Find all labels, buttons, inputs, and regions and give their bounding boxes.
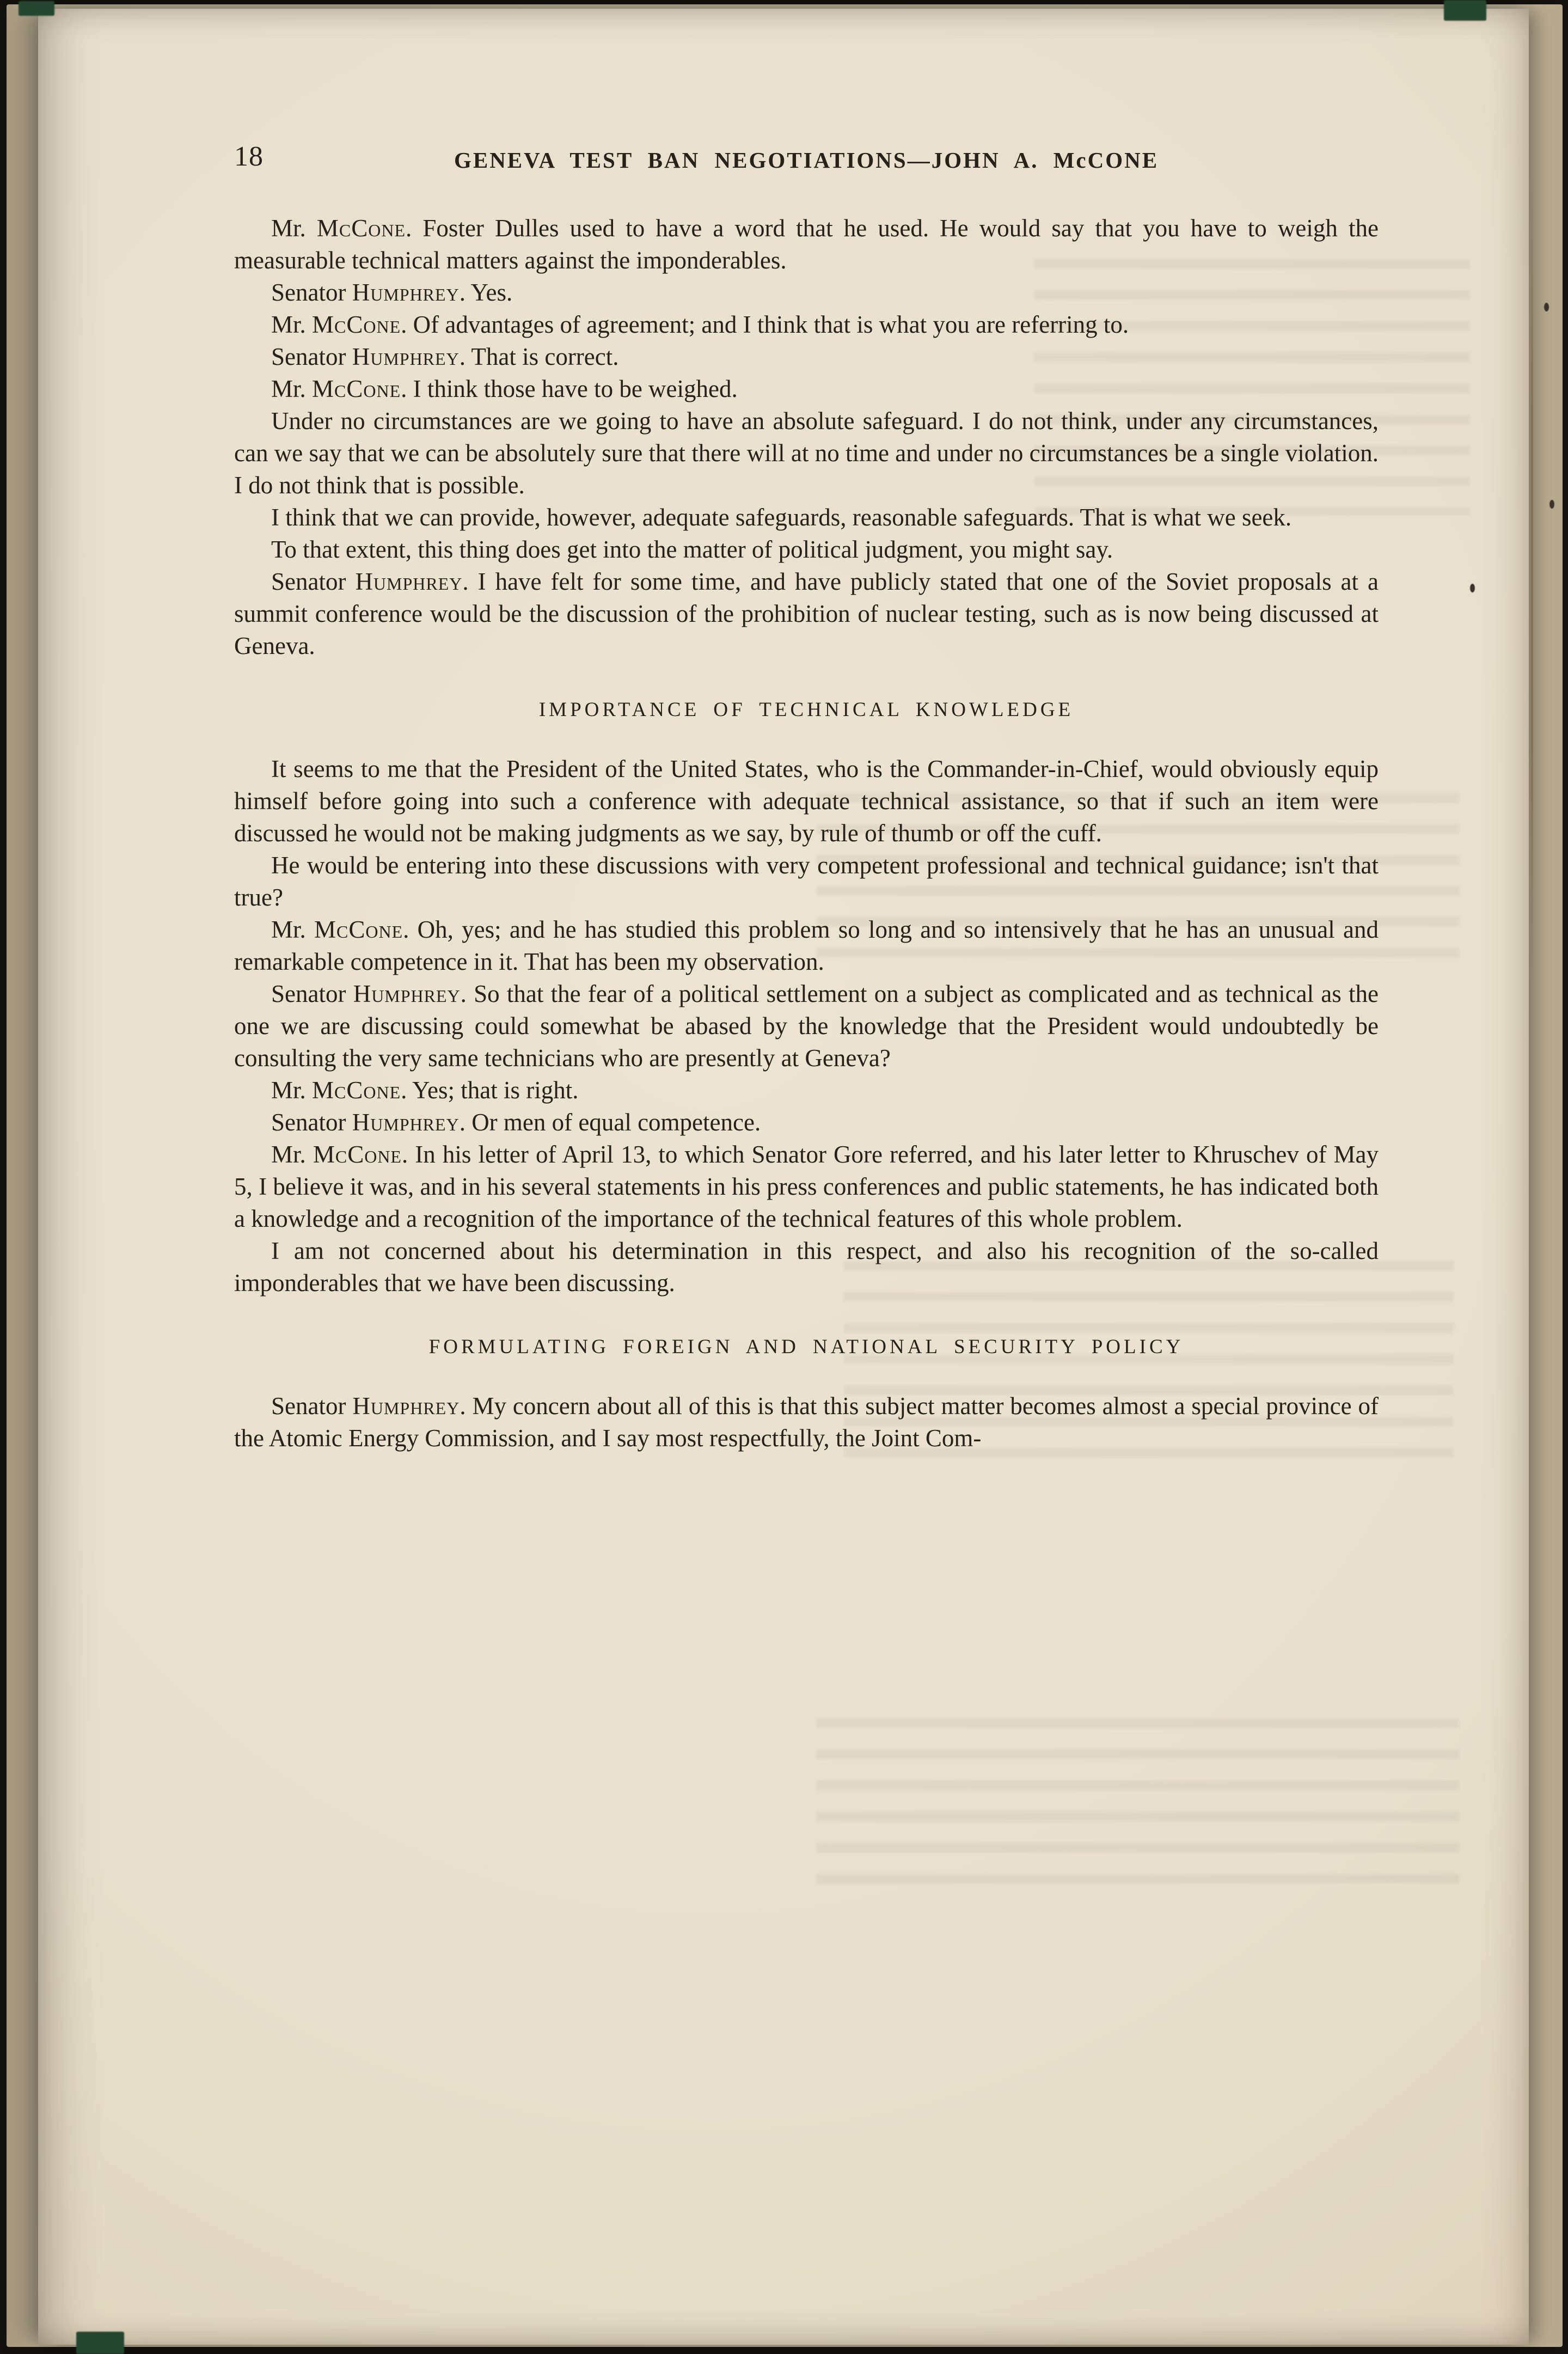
- page-header: [234, 143, 1379, 183]
- speaker-name: Humphrey: [353, 980, 461, 1007]
- ink-stamp-mark: [1444, 0, 1486, 21]
- page-crease: [1531, 172, 1533, 989]
- paragraph: Mr. McCone. Foster Dulles used to have a word that he used. He would say that you have to weigh the measurable technical matters against the imponderables.: [234, 215, 1379, 274]
- speaker-name: McCone: [314, 916, 403, 943]
- section-heading: FORMULATING FOREIGN AND NATIONAL SECURITY POLICY: [428, 1336, 1184, 1358]
- paragraph: Senator Humphrey. I have felt for some time, and have publicly stated that one of the Soviet proposals at a summit conference would be the discussion of the prohibition of nuclear testing, such as is now being discussed at Geneva.: [234, 568, 1379, 659]
- paragraph: Senator Humphrey. So that the fear of a political settlement on a subject as complicated and as technical as the one we are discussing could somewhat be abased by the knowledge that the President would undoubtedly be consulting the very same technicians who are presently at Geneva?: [234, 980, 1379, 1072]
- speaker-name: McCone: [312, 311, 401, 338]
- paragraph: Mr. McCone. Yes; that is right.: [271, 1077, 579, 1104]
- paragraph: He would be entering into these discussions with very competent professional and technical guidance; isn't that true?: [234, 852, 1379, 911]
- speaker-name: McCone: [312, 1077, 401, 1104]
- section-heading: IMPORTANCE OF TECHNICAL KNOWLEDGE: [538, 699, 1074, 721]
- speaker-name: McCone: [316, 215, 406, 242]
- paper-speck: [1549, 500, 1554, 509]
- paragraph: I think that we can provide, however, adequate safeguards, reasonable safeguards. That is what we seek.: [271, 504, 1292, 531]
- paragraph: Senator Humphrey. Or men of equal competence.: [271, 1109, 761, 1136]
- speaker-name: McCone: [313, 1141, 402, 1168]
- paragraph: Senator Humphrey. My concern about all of this is that this subject matter becomes almost a special province of the Atomic Energy Commission, and I say most respectfully, the Joint Com-: [234, 1392, 1379, 1452]
- paragraph: Mr. McCone. Of advantages of agreement; and I think that is what you are referring to.: [271, 311, 1129, 338]
- bleed-through-text-artifact: [817, 1719, 1459, 1887]
- speaker-name: Humphrey: [352, 279, 460, 306]
- speaker-name: Humphrey: [355, 568, 463, 595]
- speaker-name: Humphrey: [352, 1392, 460, 1420]
- speaker-name: Humphrey: [352, 343, 460, 370]
- paper-speck: [1470, 584, 1475, 592]
- paragraph: Mr. McCone. In his letter of April 13, to which Senator Gore referred, and his later letter to Khruschev of May 5, I believe it was, and in his several statements in his press conferences and public statements, he has indicated both a knowledge and a recognition of the importance of the technical features of this whole problem.: [234, 1141, 1379, 1232]
- running-header: GENEVA TEST BAN NEGOTIATIONS—JOHN A. McCONE: [454, 148, 1159, 173]
- paragraph: I am not concerned about his determination in this respect, and also his recognition of the so-called imponderables that we have been discussing.: [234, 1237, 1379, 1297]
- speaker-name: Humphrey: [352, 1109, 460, 1136]
- paragraph: To that extent, this thing does get into the matter of political judgment, you might say.: [271, 536, 1113, 563]
- paragraph: Under no circumstances are we going to have an absolute safeguard. I do not think, under any circumstances, can we say that we can be absolutely sure that there will at no time and under no circumstances be a single violation. I do not think that is possible.: [234, 407, 1379, 499]
- ink-stamp-mark: [76, 2332, 124, 2354]
- page-content: [234, 143, 1379, 1454]
- page-number: 18: [234, 141, 264, 172]
- paragraph: Senator Humphrey. That is correct.: [271, 343, 619, 370]
- speaker-name: McCone: [312, 375, 401, 402]
- ink-stamp-mark: [19, 1, 54, 16]
- paragraph: Senator Humphrey. Yes.: [271, 279, 513, 306]
- paragraph: Mr. McCone. I think those have to be weighed.: [271, 375, 738, 402]
- paragraph: Mr. McCone. Oh, yes; and he has studied this problem so long and so intensively that he has an unusual and remarkable competence in it. That has been my observation.: [234, 916, 1379, 975]
- paragraph: It seems to me that the President of the United States, who is the Commander-in-Chief, would obviously equip himself before going into such a conference with adequate technical assistance, so that if such an item were discussed he would not be making judgments as we say, by rule of thumb or off the cuff.: [234, 755, 1379, 847]
- page-body: [234, 212, 1379, 1454]
- paper-speck: [1544, 303, 1549, 311]
